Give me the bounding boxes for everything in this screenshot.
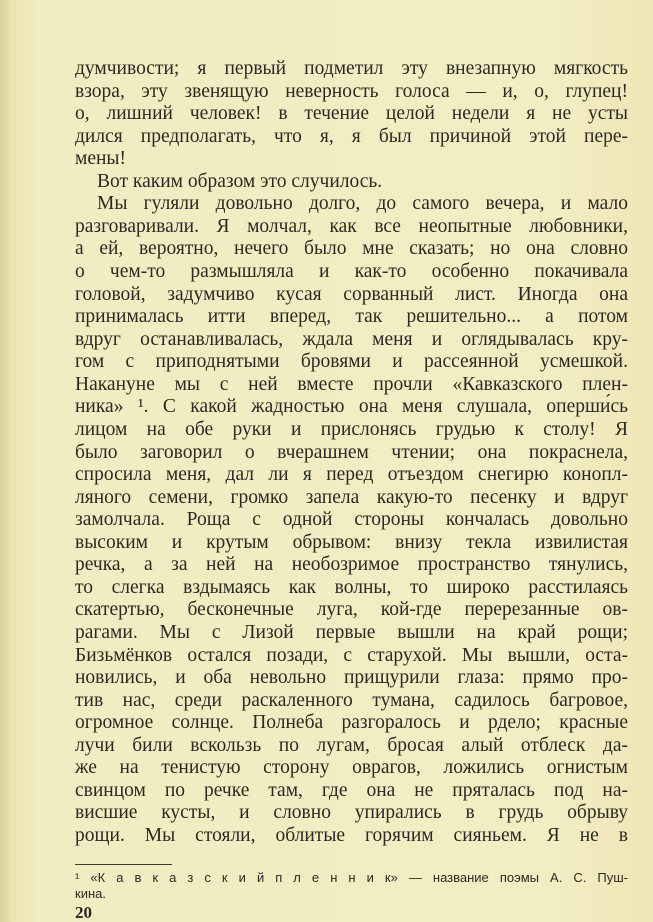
text-line: Бизьмёнков остался позади, с старухой. Мы вышли, оста- [75, 644, 628, 666]
text-line: то слегка вздымаясь как волны, то широко расстилаясь [75, 576, 628, 598]
footnote-line: ¹ «К а в к а з с к и й п л е н н и к» — название поэмы А. С. Пуш- [75, 870, 628, 885]
text-line: вдруг останавливалась, ждала меня и оглядывалась кру- [75, 328, 628, 350]
text-line: Вот каким образом это случилось. [97, 170, 383, 192]
text-line: гом с приподнятыми бровями и рассеянной усмешкой. [75, 351, 628, 373]
text-line: ляного семени, громко запела какую-то песенку и вдруг [75, 486, 628, 508]
footnote-rule [75, 864, 172, 865]
text-line: мены! [75, 148, 127, 170]
page-number: 20 [75, 903, 92, 922]
text-line: высоким и крутым обрывом: внизу текла извилистая [75, 531, 628, 553]
text-line: рагами. Мы с Лизой первые вышли на край рощи; [75, 622, 628, 643]
text-line: же на тенистую сторону оврагов, ложились огнистым [75, 757, 628, 779]
text-line: спросила меня, дал ли я перед отъездом снегирю конопл- [75, 464, 628, 486]
text-line: разговаривали. Я молчал, как все неопытные любовники, [75, 215, 628, 237]
text-line: дился предполагать, что я, я был причиной этой пере- [75, 125, 628, 147]
text-line: было заговорил о вчерашнем чтении; она покраснела, [75, 441, 628, 463]
text-line: висшие кусты, и словно упирались в грудь обрыву [75, 802, 628, 824]
text-line: а ей, вероятно, нечего было мне сказать; но она словно [75, 238, 628, 260]
text-line: ника» ¹. С какой жадностью она меня слушала, оперши́сь [75, 396, 628, 418]
text-line: лицом на обе руки и прислонясь грудью к столу! Я [75, 418, 628, 440]
text-line: свинцом по речке там, где она не пряталась под на- [75, 779, 628, 801]
text-line: принималась итти вперед, так решительно... а потом [75, 306, 628, 328]
text-line: замолчала. Роща с одной стороны кончалась довольно [75, 509, 628, 531]
text-line: Накануне мы с ней вместе прочли «Кавказского плен- [75, 373, 628, 395]
text-line: огромное солнце. Полнеба разгоралось и рдело; красные [75, 712, 628, 734]
text-line: о, лишний человек! в течение целой недели я не усты [75, 103, 628, 125]
footnote-line: кина. [75, 886, 106, 901]
text-line: Мы гуляли довольно долго, до самого вечера, и мало [97, 193, 628, 215]
text-line: взора, эту звенящую неверность голоса — и, о, глупец! [75, 80, 628, 102]
text-line: речка, а за ней на необозримое пространство тянулись, [75, 554, 628, 576]
text-line: скатертью, бесконечные луга, кой-где перерезанные ов- [75, 599, 628, 621]
text-line: думчивости; я первый подметил эту внезапную мягкость [75, 58, 628, 79]
text-line: лучи били вскользь по лугам, бросая алый отблеск да- [75, 734, 628, 756]
text-line: головой, задумчиво кусая сорванный лист. Иногда она [75, 283, 628, 305]
text-line: о чем-то размышляла и как-то особенно покачивала [75, 261, 628, 283]
text-line: рощи. Мы стояли, облитые горячим сияньем. Я не в [75, 825, 628, 847]
text-line: тив нас, среди раскаленного тумана, садилось багровое, [75, 689, 628, 711]
text-line: новились, и оба невольно прищурили глаза: прямо про- [75, 667, 628, 689]
